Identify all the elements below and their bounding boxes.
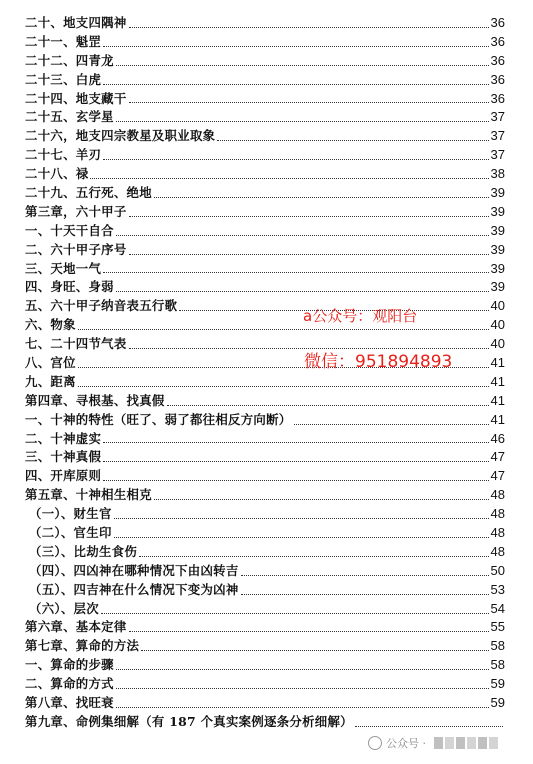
- toc-entry-title: 六、物象: [25, 317, 76, 333]
- toc-entry-page: 39: [490, 260, 505, 276]
- toc-entry-title: 二十四、地支藏干: [25, 90, 127, 106]
- toc-entry-title: 二十五、玄学星: [25, 109, 114, 125]
- toc-entry-page: 48: [490, 487, 505, 503]
- toc-entry-page: 41: [490, 411, 505, 427]
- wechat-account-mark: [368, 735, 498, 751]
- toc-entry-title: （五）、四吉神在什么情况下变为凶神: [29, 581, 239, 597]
- toc-entry-title: 第八章、找旺衰: [25, 695, 114, 711]
- toc-entry[interactable]: [25, 637, 505, 656]
- toc-entry-page: 59: [490, 695, 505, 711]
- toc-leader-dots: [129, 102, 489, 103]
- toc-entry[interactable]: [25, 675, 505, 694]
- toc-entry-title: 二十六，地支四宗教星及职业取象: [25, 128, 216, 144]
- toc-entry-title: 第六章、基本定律: [25, 619, 127, 635]
- toc-leader-dots: [116, 669, 489, 670]
- toc-leader-dots: [103, 159, 488, 160]
- toc-entry-page: 40: [490, 298, 505, 314]
- blurred-account-name: [434, 737, 498, 749]
- toc-entry[interactable]: [25, 543, 505, 562]
- toc-entry[interactable]: [25, 411, 505, 430]
- toc-entry[interactable]: [25, 71, 505, 90]
- toc-entry-page: 47: [490, 449, 505, 465]
- toc-leader-dots: [101, 613, 489, 614]
- toc-leader-dots: [129, 631, 489, 632]
- toc-entry[interactable]: [25, 260, 505, 279]
- toc-leader-dots: [217, 140, 488, 141]
- toc-leader-dots: [116, 688, 489, 689]
- toc-entry[interactable]: [25, 486, 505, 505]
- toc-entry-title: 二十一、魁罡: [25, 33, 102, 49]
- toc-entry[interactable]: [25, 373, 505, 392]
- toc-entry[interactable]: [25, 656, 505, 675]
- toc-entry[interactable]: [25, 14, 505, 33]
- table-of-contents: [25, 14, 505, 732]
- toc-leader-dots: [116, 121, 489, 122]
- toc-entry[interactable]: [25, 52, 505, 71]
- toc-leader-dots: [141, 650, 488, 651]
- toc-entry-title: （四）、四凶神在哪种情况下由凶转吉: [29, 562, 239, 578]
- toc-entry-page: 48: [490, 543, 505, 559]
- toc-entry-title: 二十八、禄: [25, 166, 89, 182]
- toc-entry[interactable]: [25, 619, 505, 638]
- toc-entry[interactable]: [25, 392, 505, 411]
- toc-entry-page: 36: [490, 90, 505, 106]
- toc-entry-page: 40: [490, 336, 505, 352]
- toc-entry-title: 第五章、十神相生相克: [25, 487, 152, 503]
- toc-entry[interactable]: [25, 694, 505, 713]
- toc-leader-dots: [129, 216, 489, 217]
- toc-entry-title: 二十九、五行死、绝地: [25, 185, 152, 200]
- toc-entry-title: 四、身旺、身弱: [25, 279, 114, 295]
- toc-entry-title: 二、算命的方式: [25, 676, 114, 692]
- toc-entry-title: 三、天地一气: [25, 260, 102, 276]
- toc-entry-title: 二、六十甲子序号: [25, 241, 127, 257]
- toc-leader-dots: [355, 726, 503, 727]
- toc-entry-title: 八、宫位: [25, 355, 76, 371]
- toc-leader-dots: [103, 46, 488, 47]
- toc-entry-page: 39: [490, 185, 505, 200]
- toc-entry-page: 39: [490, 222, 505, 238]
- toc-leader-dots: [116, 707, 489, 708]
- toc-entry-page: 37: [490, 147, 505, 163]
- toc-entry-title: 一、算命的步骤: [25, 657, 114, 673]
- toc-entry[interactable]: [25, 562, 505, 581]
- toc-entry[interactable]: [25, 524, 505, 543]
- toc-entry-title: 二、十神虚实: [25, 430, 102, 446]
- toc-entry-page: 37: [490, 128, 505, 144]
- toc-entry-title: （二）、官生印: [29, 525, 112, 541]
- toc-entry-title: 二十七、羊刃: [25, 147, 102, 163]
- toc-leader-dots: [116, 65, 489, 66]
- toc-entry-title: 第四章、寻根基、找真假: [25, 392, 165, 408]
- toc-entry[interactable]: [25, 467, 505, 486]
- toc-entry-page: 36: [490, 71, 505, 87]
- toc-entry[interactable]: [25, 90, 505, 109]
- toc-leader-dots: [116, 235, 489, 236]
- toc-leader-dots: [154, 499, 489, 500]
- toc-leader-dots: [241, 594, 489, 595]
- toc-entry-page: 48: [490, 506, 505, 522]
- toc-entry[interactable]: [25, 600, 505, 619]
- toc-entry-title: （一）、财生官: [29, 506, 112, 522]
- toc-entry[interactable]: [25, 278, 505, 297]
- toc-entry[interactable]: [25, 581, 505, 600]
- toc-entry-page: 55: [490, 619, 505, 635]
- toc-leader-dots: [241, 575, 489, 576]
- toc-entry-title: 二十二、四青龙: [25, 52, 114, 68]
- wechat-icon: [368, 736, 382, 750]
- watermark-line-2: 微信：951894893: [304, 352, 453, 372]
- watermark-line-1: a公众号：观阳台: [303, 307, 418, 325]
- toc-leader-dots: [78, 386, 489, 387]
- toc-entry-title: 二十、地支四隅神: [25, 14, 127, 30]
- toc-entry-title: 一、十神的特性（旺了、弱了都往相反方向断）: [25, 411, 292, 427]
- toc-entry[interactable]: [25, 184, 505, 203]
- toc-entry-page: 38: [490, 166, 505, 182]
- toc-entry[interactable]: [25, 505, 505, 524]
- toc-entry-page: 36: [490, 33, 505, 49]
- toc-entry-page: 41: [490, 355, 505, 371]
- toc-leader-dots: [103, 272, 488, 273]
- toc-entry[interactable]: [25, 165, 505, 184]
- toc-leader-dots: [294, 424, 489, 425]
- toc-entry[interactable]: [25, 203, 505, 222]
- toc-leader-dots: [129, 254, 489, 255]
- toc-entry-title: 五、六十甲子纳音表五行歌: [25, 298, 178, 314]
- toc-entry[interactable]: [25, 108, 505, 127]
- toc-entry-title: 第七章、算命的方法: [25, 638, 140, 654]
- toc-entry-page: 59: [490, 676, 505, 692]
- toc-entry[interactable]: [25, 430, 505, 449]
- toc-leader-dots: [129, 27, 489, 28]
- toc-entry-title: 第九章、命例集细解（有 187 个真实案例逐条分析细解）: [25, 713, 353, 729]
- toc-entry[interactable]: [25, 448, 505, 467]
- toc-entry-page: 58: [490, 657, 505, 673]
- toc-leader-dots: [167, 405, 489, 406]
- toc-entry-page: 48: [490, 525, 505, 541]
- toc-entry-page: 54: [490, 600, 505, 616]
- toc-leader-dots: [103, 461, 488, 462]
- toc-leader-dots: [103, 84, 488, 85]
- toc-leader-dots: [78, 329, 489, 330]
- toc-leader-dots: [114, 518, 489, 519]
- toc-entry-page: 39: [490, 279, 505, 295]
- toc-entry-page: 37: [490, 109, 505, 125]
- toc-entry-title: 七、二十四节气表: [25, 336, 127, 352]
- toc-leader-dots: [116, 291, 489, 292]
- toc-entry-page: 36: [490, 52, 505, 68]
- toc-entry-page: 50: [490, 562, 505, 578]
- toc-entry-page: 40: [490, 317, 505, 333]
- toc-entry[interactable]: [25, 316, 505, 335]
- toc-entry-title: 第三章，六十甲子: [25, 203, 127, 219]
- toc-entry[interactable]: [25, 297, 505, 316]
- toc-entry-title: 四、开库原则: [25, 468, 102, 484]
- toc-leader-dots: [103, 480, 488, 481]
- toc-leader-dots: [90, 178, 488, 179]
- toc-entry-title: 一、十天干自合: [25, 222, 114, 238]
- toc-entry-title: 九、距离: [25, 373, 76, 389]
- toc-entry-page: 41: [490, 373, 505, 389]
- toc-entry-page: 47: [490, 468, 505, 484]
- toc-entry[interactable]: [25, 222, 505, 241]
- toc-entry[interactable]: [25, 713, 505, 732]
- toc-entry[interactable]: [25, 33, 505, 52]
- toc-leader-dots: [154, 197, 489, 198]
- toc-entry[interactable]: [25, 241, 505, 260]
- toc-entry-page: 46: [490, 430, 505, 446]
- toc-leader-dots: [103, 442, 488, 443]
- toc-entry-page: 39: [490, 241, 505, 257]
- toc-leader-dots: [114, 537, 489, 538]
- toc-entry[interactable]: [25, 146, 505, 165]
- toc-entry-page: 41: [490, 392, 505, 408]
- toc-entry-page: 53: [490, 581, 505, 597]
- toc-entry-page: 58: [490, 638, 505, 654]
- toc-entry-title: （三）、比劫生食伤: [29, 543, 138, 559]
- toc-entry-title: 二十三、白虎: [25, 71, 102, 87]
- footer-mark-text: 公众号 ·: [386, 737, 426, 750]
- toc-entry-page: 36: [490, 14, 505, 30]
- toc-entry-title: （六）、层次: [29, 600, 99, 616]
- toc-entry-page: 39: [490, 203, 505, 219]
- toc-entry[interactable]: [25, 127, 505, 146]
- toc-entry-title: 三、十神真假: [25, 449, 102, 465]
- toc-leader-dots: [139, 556, 489, 557]
